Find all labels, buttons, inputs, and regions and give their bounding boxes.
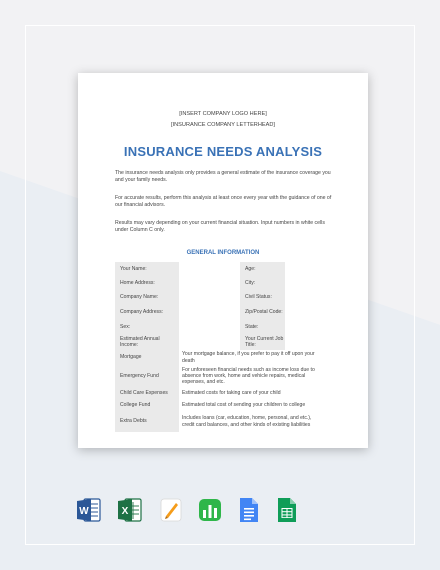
field-value-cell[interactable] <box>285 320 325 334</box>
table-row <box>115 334 325 350</box>
table-row <box>115 365 325 387</box>
google-sheets-icon[interactable] <box>276 497 298 523</box>
field-value-cell[interactable] <box>285 334 325 350</box>
field-label: Company Name: <box>115 290 179 305</box>
field-label: Sex: <box>115 320 179 334</box>
app-icons-row <box>0 497 440 525</box>
field-value-cell[interactable] <box>285 262 325 276</box>
expense-label: Child Care Expenses <box>115 387 179 399</box>
field-value-cell[interactable] <box>179 290 240 305</box>
general-information-table <box>115 262 325 432</box>
pages-icon[interactable] <box>159 497 181 523</box>
svg-text:W: W <box>79 506 89 517</box>
field-value-cell[interactable] <box>179 276 240 290</box>
expense-label: Mortgage <box>115 350 179 365</box>
expense-label: Extra Debts <box>115 411 179 432</box>
expense-label: College Fund <box>115 399 179 411</box>
field-label: City: <box>240 276 285 290</box>
table-row <box>115 350 325 365</box>
expense-description: Your mortgage balance, if you prefer to pay it off upon your death <box>179 350 325 365</box>
svg-text:X: X <box>121 506 129 517</box>
field-label: Civil Status: <box>240 290 285 305</box>
document-page <box>78 73 368 448</box>
field-value-cell[interactable] <box>179 320 240 334</box>
excel-icon[interactable] <box>118 497 140 523</box>
field-value-cell[interactable] <box>285 276 325 290</box>
expense-description: For unforeseen financial needs such as income loss due to absence from work, home and vehicle repairs, medical expenses, and etc. <box>179 365 325 387</box>
word-icon[interactable] <box>77 497 99 523</box>
table-row <box>115 399 325 411</box>
field-label: Company Address: <box>115 305 179 320</box>
expense-description: Estimated total cost of sending your children to college <box>179 399 325 411</box>
company-letterhead-placeholder: [INSURANCE COMPANY LETTERHEAD] <box>171 122 275 128</box>
field-value-cell[interactable] <box>285 305 325 320</box>
field-label: Zip/Postal Code: <box>240 305 285 320</box>
table-row <box>115 411 325 432</box>
table-row <box>115 387 325 399</box>
expense-description: Includes loans (car, education, home, personal, and etc.), credit card balances, and other kinds of existing liabilities <box>179 411 325 432</box>
field-value-cell[interactable] <box>179 262 240 276</box>
table-row <box>115 276 325 290</box>
company-logo-placeholder: [INSERT COMPANY LOGO HERE] <box>179 111 267 117</box>
table-row <box>115 320 325 334</box>
field-value-cell[interactable] <box>285 290 325 305</box>
table-row <box>115 262 325 276</box>
field-label: Your Current Job Title: <box>240 334 285 350</box>
section-title-general-information: GENERAL INFORMATION <box>186 250 260 256</box>
field-value-cell[interactable] <box>179 305 240 320</box>
numbers-icon[interactable] <box>198 497 220 523</box>
table-row <box>115 305 325 320</box>
expense-description: Estimated costs for taking care of your child <box>179 387 325 399</box>
intro-paragraph-1: The insurance needs analysis only provides a general estimate of the insurance coverage you and your family needs. <box>115 170 331 184</box>
field-label: Home Address: <box>115 276 179 290</box>
field-label: State: <box>240 320 285 334</box>
field-label: Age: <box>240 262 285 276</box>
intro-paragraph-2: For accurate results, perform this analysis at least once every year with the guidance of one of our financial advisors. <box>115 195 332 209</box>
intro-paragraph-3: Results may vary depending on your current financial situation. Input numbers in white cells under Column C only. <box>115 220 325 234</box>
google-docs-icon[interactable] <box>238 497 260 523</box>
document-title: INSURANCE NEEDS ANALYSIS <box>123 144 323 159</box>
field-value-cell[interactable] <box>179 334 240 350</box>
field-label: Estimated Annual Income: <box>115 334 179 350</box>
expense-label: Emergency Fund <box>115 365 179 387</box>
table-row <box>115 290 325 305</box>
field-label: Your Name: <box>115 262 179 276</box>
